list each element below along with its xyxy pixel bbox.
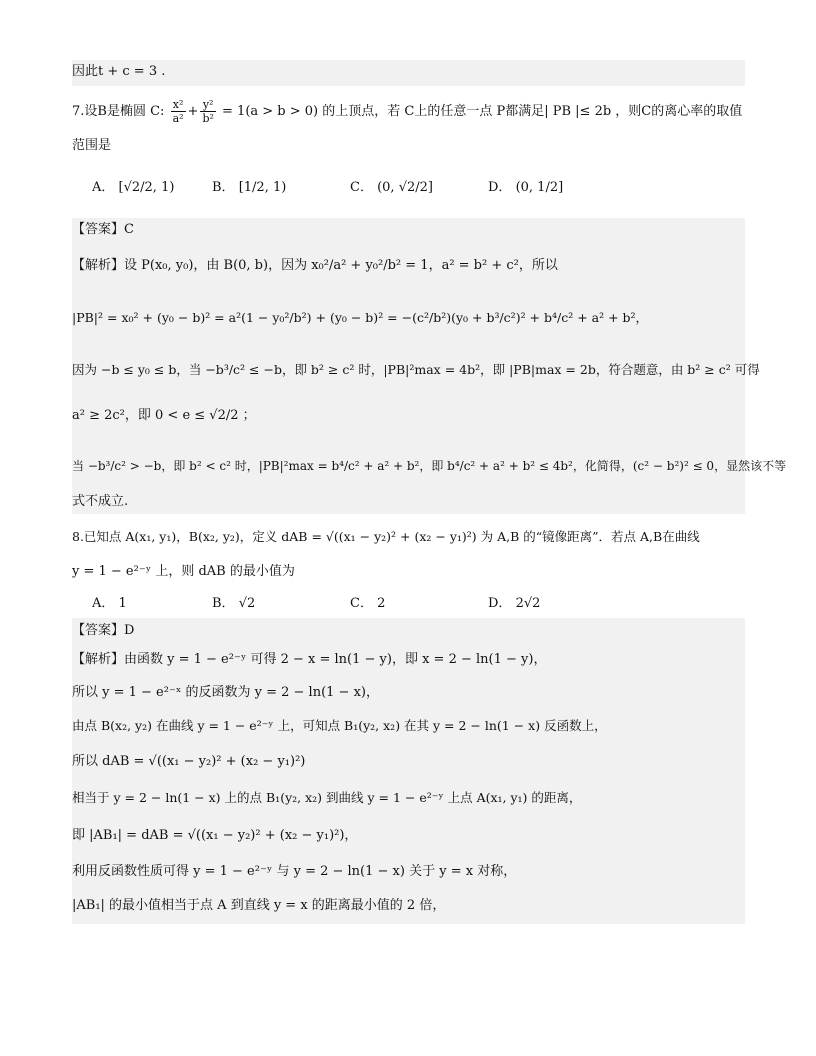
q8-option-a-label: A． <box>92 596 115 611</box>
q7-option-a <box>92 176 174 195</box>
q7-stem-line-1: 7.设B是椭圆 C: $\frac{\text{x²}}{\text{a²}}$ + $\frac{\text{y²}}{\text{b²}}$ = 1(a > b > 0) 的上顶点，若 C上的任意一点 P都满足| PB |≤ 2b ，则C的离心率的取值 <box>72 98 743 125</box>
q7-frac-x-num: x² <box>171 98 186 112</box>
q8-option-b-label: B． <box>212 596 235 611</box>
q8-option-c-label: C． <box>350 596 373 611</box>
q8-option-a-text: 1 <box>118 596 127 611</box>
q8-option-a <box>92 592 127 611</box>
q7-frac-y-num: y² <box>200 98 215 112</box>
q8-option-d-label: D． <box>488 596 512 611</box>
q8-option-b <box>212 592 255 611</box>
q8-option-c-text: 2 <box>377 596 386 611</box>
q8-analysis-line-8: |AB₁| 的最小值相当于点 A 到直线 y = x 的距离最小值的 2 倍， <box>72 898 446 913</box>
q7-fraction-y <box>200 98 215 125</box>
q7-option-b-text: [1/2, 1) <box>238 180 287 195</box>
q8-analysis-line-6: 即 |AB₁| = dAB = √((x₁ − y₂)² + (x₂ − y₁)²)， <box>72 828 358 843</box>
prev-conclusion: 因此t + c = 3 . <box>72 64 166 79</box>
q7-analysis-line-6: 式不成立. <box>72 494 129 509</box>
q7-option-c-text: (0, √2/2] <box>377 180 433 195</box>
q8-option-d-text: 2√2 <box>515 596 541 611</box>
q8-option-c <box>350 592 385 611</box>
q7-option-c <box>350 176 433 195</box>
q7-fraction-x <box>171 98 186 125</box>
q7-option-d-label: D． <box>488 180 512 195</box>
q7-option-a-text: [√2/2, 1) <box>118 180 175 195</box>
q8-analysis-line-5: 相当于 y = 2 − ln(1 − x) 上的点 B₁(y₂, x₂) 到曲线 y = 1 − e²⁻ʸ 上点 A(x₁, y₁) 的距离， <box>72 790 582 805</box>
q7-analysis-line-5: 当 −b³/c² > −b，即 b² < c² 时，|PB|²max = b⁴/c² + a² + b²，即 b⁴/c² + a² + b² ≤ 4b²，化简得，(c² − b²)² ≤ 0，显然该不等 <box>72 459 787 473</box>
q8-answer: 【答案】D <box>72 623 135 638</box>
q7-option-d <box>488 176 563 195</box>
q8-stem-line-1: 8.已知点 A(x₁, y₁)，B(x₂, y₂)，定义 dAB = √((x₁ − y₂)² + (x₂ − y₁)²) 为 A,B 的“镜像距离”．若点 A,B在曲线 <box>72 529 700 544</box>
q8-analysis-line-1: 【解析】由函数 y = 1 − e²⁻ʸ 可得 2 − x = ln(1 − y)，即 x = 2 − ln(1 − y)， <box>72 652 547 667</box>
q7-stem-part-1: 7.设B是椭圆 C: <box>72 104 165 119</box>
q7-stem-part-2: = 1(a > b > 0) 的上顶点，若 C上的任意一点 P都满足| PB |≤ 2b ，则C的离心率的取值 <box>222 104 743 119</box>
q7-option-a-label: A． <box>92 180 115 195</box>
q8-analysis-line-4: 所以 dAB = √((x₁ − y₂)² + (x₂ − y₁)²) <box>72 754 306 769</box>
q7-frac-y-den: b² <box>202 112 214 125</box>
q8-option-d <box>488 592 540 611</box>
q7-option-d-text: (0, 1/2] <box>515 180 564 195</box>
q8-analysis-line-7: 利用反函数性质可得 y = 1 − e²⁻ʸ 与 y = 2 − ln(1 − x) 关于 y = x 对称， <box>72 864 517 879</box>
q7-option-b <box>212 176 286 195</box>
q7-analysis-line-3: 因为 −b ≤ y₀ ≤ b，当 −b³/c² ≤ −b，即 b² ≥ c² 时，|PB|²max = 4b²，即 |PB|max = 2b，符合题意，由 b² ≥ c² 可得 <box>72 362 760 377</box>
q8-stem-line-2: y = 1 − e²⁻ʸ 上，则 dAB 的最小值为 <box>72 564 295 579</box>
q7-option-c-label: C． <box>350 180 373 195</box>
q7-frac-x-den: a² <box>172 112 184 125</box>
q7-analysis-line-2: |PB|² = x₀² + (y₀ − b)² = a²(1 − y₀²/b²) + (y₀ − b)² = −(c²/b²)(y₀ + b³/c²)² + b⁴/c² + a² + b²， <box>72 310 649 325</box>
q7-analysis-line-1: 【解析】设 P(x₀, y₀)，由 B(0, b)，因为 x₀²/a² + y₀²/b² = 1，a² = b² + c²，所以 <box>72 258 558 273</box>
q7-answer: 【答案】C <box>72 222 134 237</box>
q7-analysis-line-4: a² ≥ 2c²，即 0 < e ≤ √2/2 ； <box>72 408 256 423</box>
q8-analysis-line-2: 所以 y = 1 − e²⁻ˣ 的反函数为 y = 2 − ln(1 − x)， <box>72 685 379 700</box>
q7-stem-line-2: 范围是 <box>72 138 112 153</box>
q8-analysis-line-3: 由点 B(x₂, y₂) 在曲线 y = 1 − e²⁻ʸ 上，可知点 B₁(y₂, x₂) 在其 y = 2 − ln(1 − x) 反函数上， <box>72 718 607 733</box>
q8-option-b-text: √2 <box>238 596 256 611</box>
q7-option-b-label: B． <box>212 180 235 195</box>
